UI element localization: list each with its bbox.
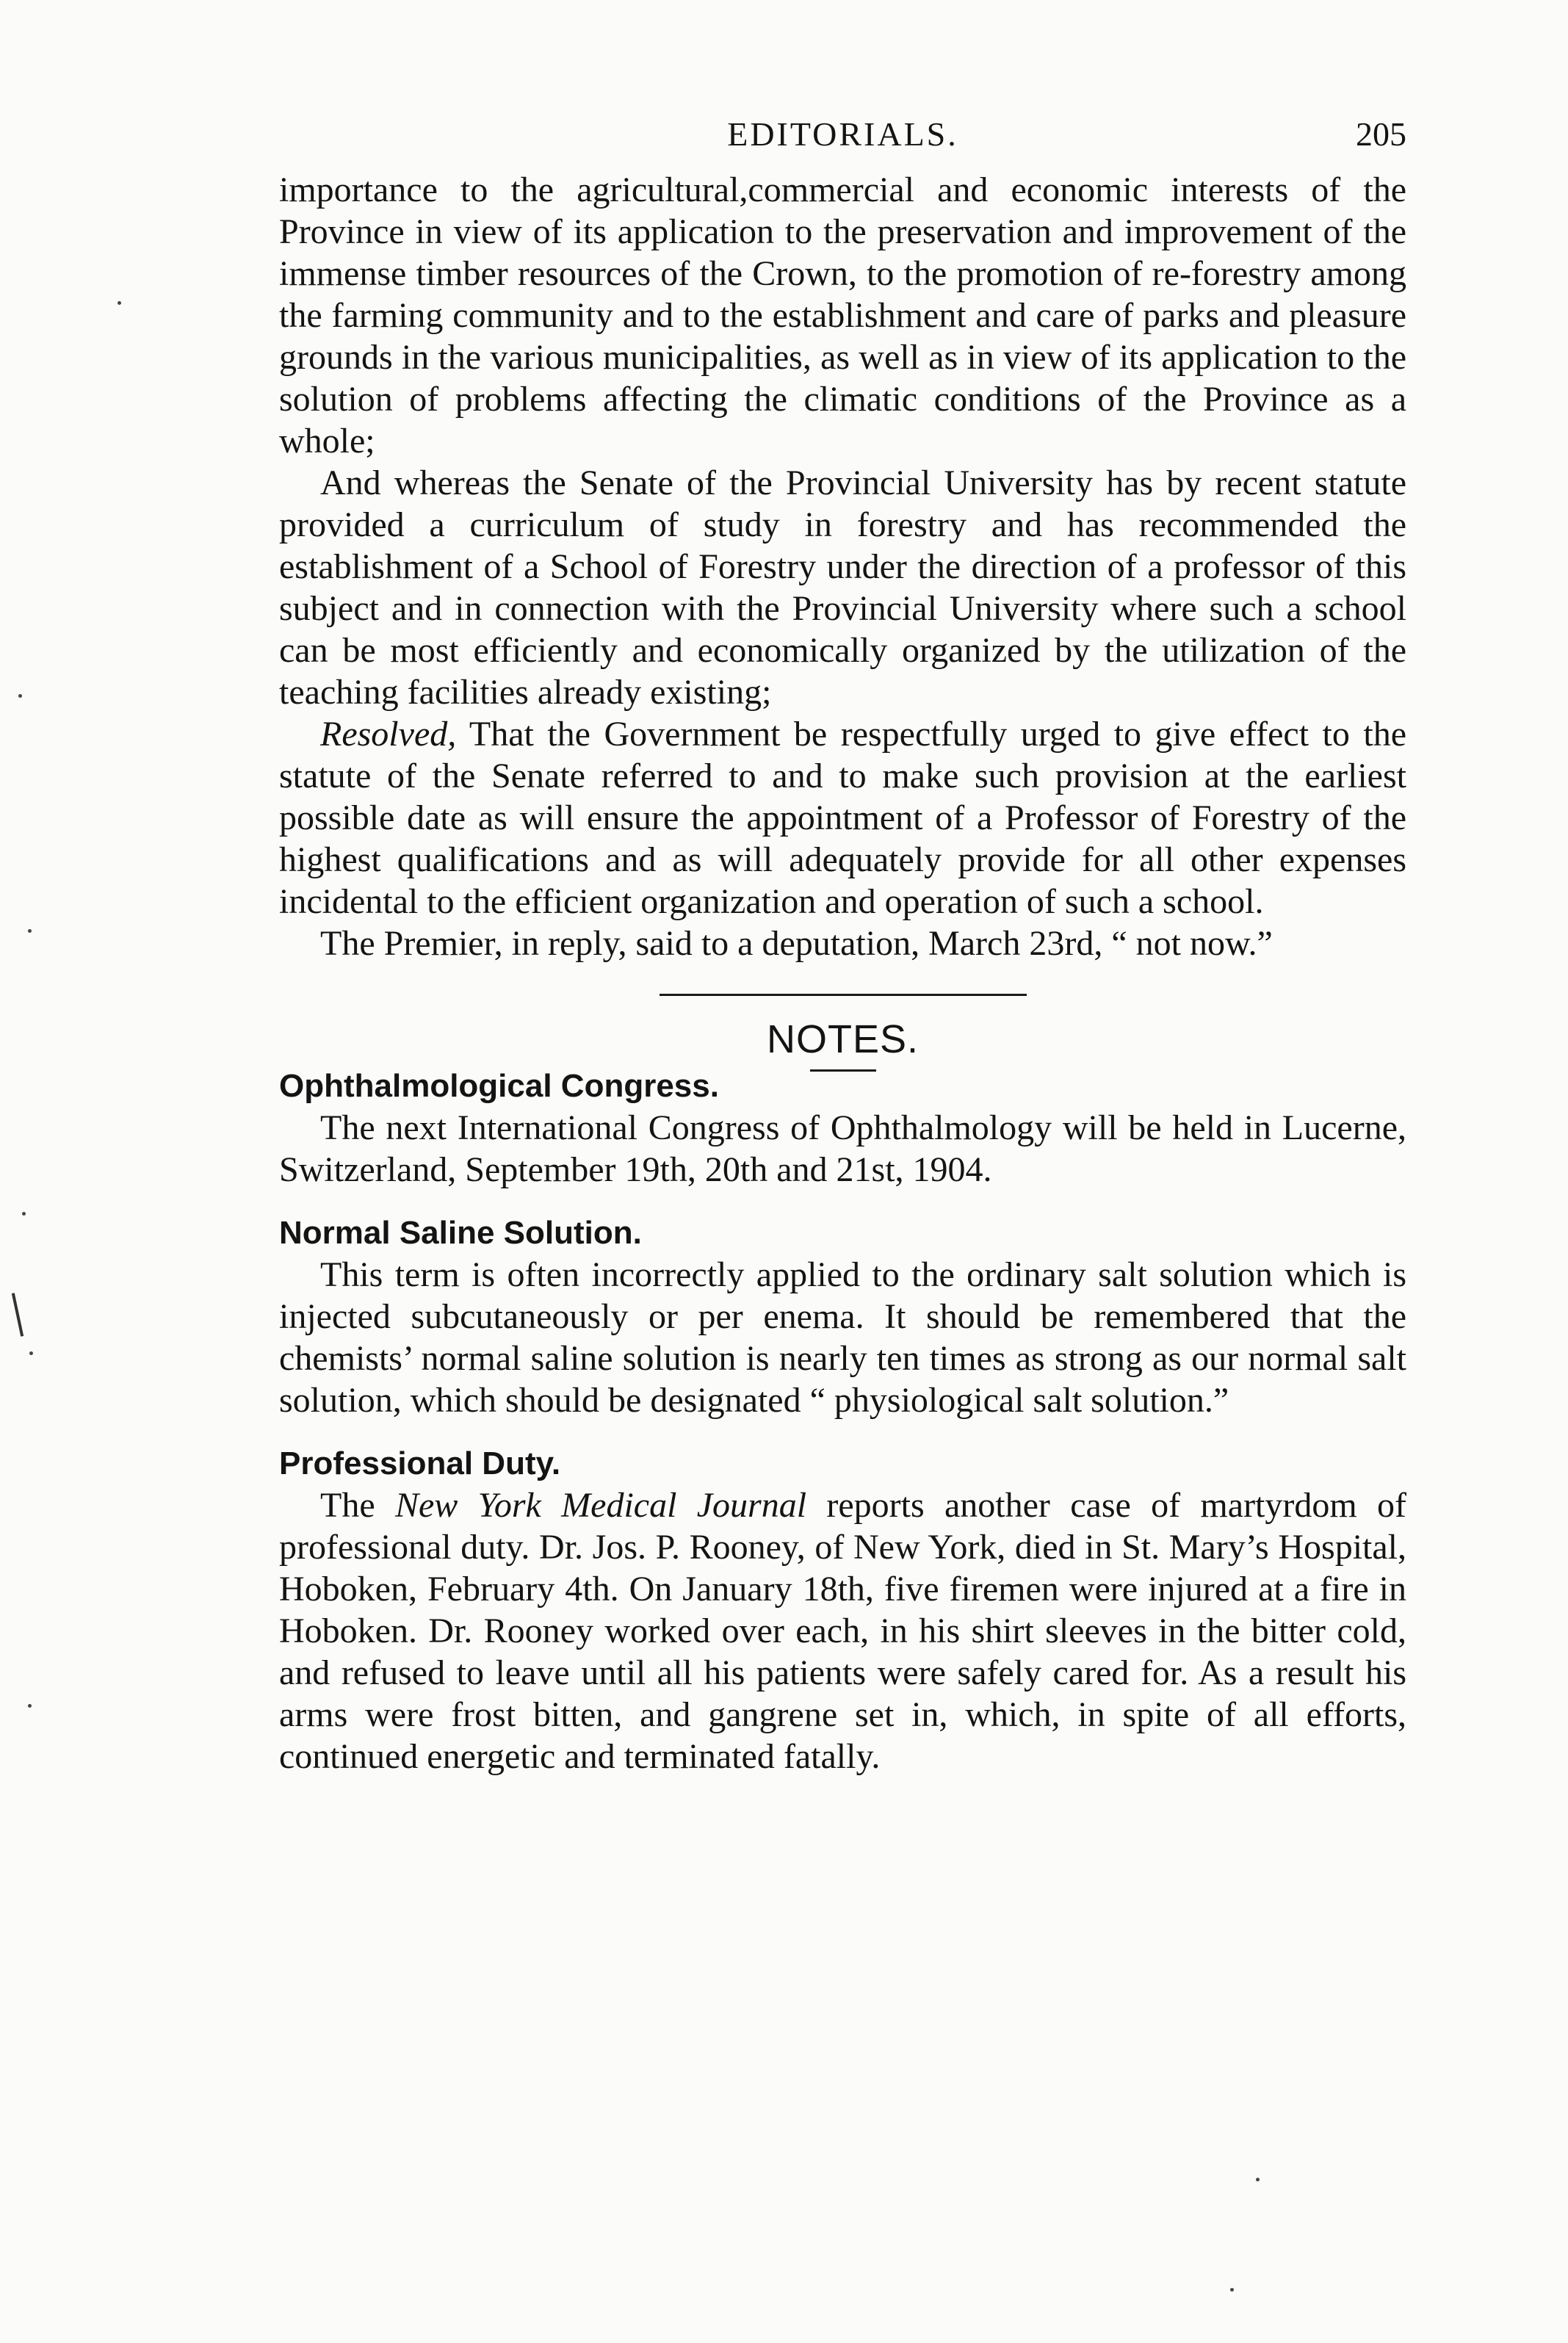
page [279,110,1406,1777]
scan-speck [118,301,121,305]
editorial-paragraph-2: And whereas the Senate of the Provincial University has by recent statute provided a curriculum of study in forestry and has recommended the establishment of a School of Forestry under the direction of a professor of this subject and in connection with the Provincial University where such a school can be most efficiently and economically organized by the utilization of the teaching facilities already existing; [279,463,1406,712]
note-body-professional-duty [279,1484,1406,1777]
note-title-ophthalmological-congress: Ophthalmological Congress. [279,1068,719,1104]
notes-heading: NOTES. [766,1017,920,1061]
scan-speck [1230,2288,1234,2292]
resolved-word: Resolved, [320,715,457,754]
editorial-paragraph-1: importance to the agricultural,commercial and economic interests of the Province in view of its application to the preservation and improvement of the immense timber resources of the Crown, to the promotion of re-forestry among the farming community and to the establishment and care of parks and pleasure grounds in the various municipalities, as well as in view of its application to the solution of problems affecting the climatic conditions of the Province as a whole; [279,170,1406,461]
section-divider [660,994,1027,996]
note-body-rest: reports another case of martyrdom of professional duty. Dr. Jos. P. Rooney, of New York, died in St. Mary’s Hospital, Hoboken, February 4th. On January 18th, five firemen were injured at a fire in Hoboken. Dr. Rooney worked over each, in his shirt sleeves in the bitter cold, and refused to leave until all his patients were safely cared for. As a result his arms were frost bitten, and gangrene set in, which, in spite of all efforts, continued energetic and terminated fatally. [279,1486,1407,1776]
scan-speck [1256,2178,1260,2181]
resolution-text: That the Government be respectfully urged to give effect to the statute of the Senate referred to and to make such provision at the earliest possible date as will ensure the appointment of a Professor of Forestry of the highest qualifications and as will adequately provide for all other expenses incidental to the efficient organization and operation of such a school. [279,715,1406,921]
editorial-premier-reply: The Premier, in reply, said to a deputation, March 23rd, “ not now.” [320,924,1273,963]
scan-mark [12,1293,24,1337]
scan-speck [18,694,22,698]
note-body-normal-saline-solution: This term is often incorrectly applied to the ordinary salt solution which is injected subcutaneously or per enema. It should be remembered that the chemists’ normal saline solution is nearly ten times as strong as our normal salt solution, which should be designated “ physiological salt solution.” [279,1255,1406,1420]
note-title-normal-saline-solution: Normal Saline Solution. [279,1215,642,1251]
note-body-ophthalmological-congress: The next International Congress of Ophthalmology will be held in Lucerne, Switzerland, September 19th, 20th and 21st, 1904. [279,1108,1406,1189]
running-head [279,110,1406,169]
scan-speck [29,1351,33,1355]
scan-speck [28,1704,32,1708]
scan-speck [22,1212,26,1216]
note-title-professional-duty: Professional Duty. [279,1445,561,1481]
scan-speck [28,929,32,933]
page-number: 205 [1356,115,1406,153]
running-title: EDITORIALS. [727,115,958,153]
editorial-resolution [279,713,1406,923]
journal-name: New York Medical Journal [394,1486,807,1525]
note-body-lead: The [320,1486,395,1525]
